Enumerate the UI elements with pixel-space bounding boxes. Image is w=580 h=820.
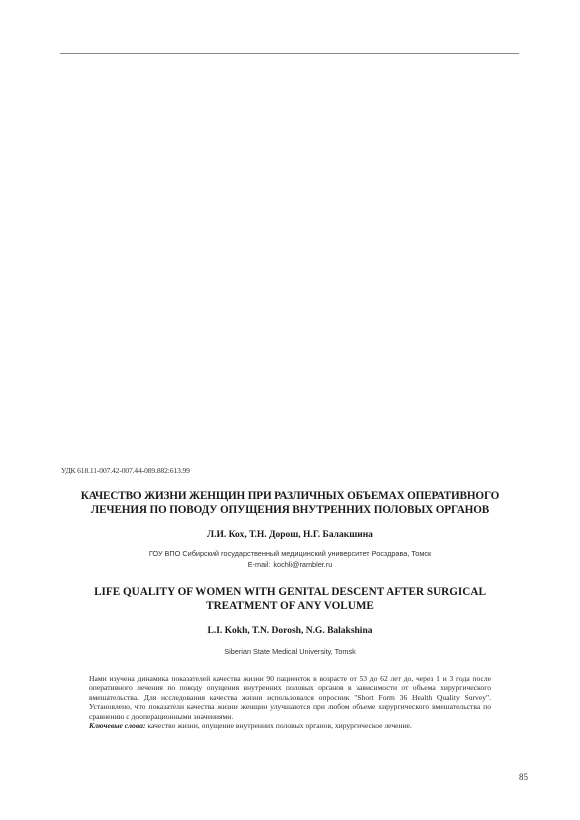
authors-russian: Л.И. Кох, Т.Н. Дорош, Н.Г. Балакшина bbox=[207, 530, 373, 540]
udk-code: УДК 618.11-007.42-007.44-089.882:613.99 bbox=[61, 466, 190, 475]
affiliation-russian: ГОУ ВПО Сибирский государственный медицинский университет Росздрава, Томск bbox=[148, 549, 432, 558]
keywords-label: Ключевые слова: bbox=[89, 721, 146, 731]
abstract bbox=[89, 674, 491, 730]
title-english-line-1: LIFE QUALITY OF WOMEN WITH GENITAL DESCENT AFTER SURGICAL bbox=[94, 586, 486, 598]
keywords-text: качество жизни, опущение внутренних половых органов, хирургическое лечение. bbox=[147, 721, 412, 731]
keywords bbox=[89, 721, 491, 730]
top-rule bbox=[60, 53, 519, 54]
abstract-text: Нами изучена динамика показателей качества жизни 90 пациенток в возрасте от 53 до 62 лет до, через 1 и 3 года после оперативного лечения по поводу опущения внутренних половых органов в зависимости от объема хирургического вмешательства. Для исследования качества жизни использовался опросник "Short Form 36 Health Quality Survey". Установлено, что показатели качества жизни женщин улучшаются при любом объеме хирургического вмешательства по сравнению с дооперационными значениями. bbox=[89, 674, 491, 721]
email-address[interactable]: kochli@rambler.ru bbox=[273, 560, 333, 569]
title-russian bbox=[40, 489, 540, 517]
title-russian-line-2: ЛЕЧЕНИЯ ПО ПОВОДУ ОПУЩЕНИЯ ВНУТРЕННИХ ПОЛОВЫХ ОРГАНОВ bbox=[90, 504, 490, 516]
title-russian-line-1: КАЧЕСТВО ЖИЗНИ ЖЕНЩИН ПРИ РАЗЛИЧНЫХ ОБЪЕМАХ ОПЕРАТИВНОГО bbox=[80, 490, 500, 502]
affiliation-english: Siberian State Medical University, Tomsk bbox=[224, 647, 356, 656]
title-english-line-2: TREATMENT OF ANY VOLUME bbox=[206, 600, 374, 612]
title-english bbox=[40, 585, 540, 613]
email-label: E-mail: bbox=[247, 560, 271, 569]
email-line bbox=[0, 560, 580, 569]
page-number: 85 bbox=[519, 772, 528, 782]
authors-english: L.I. Kokh, T.N. Dorosh, N.G. Balakshina bbox=[207, 626, 373, 636]
